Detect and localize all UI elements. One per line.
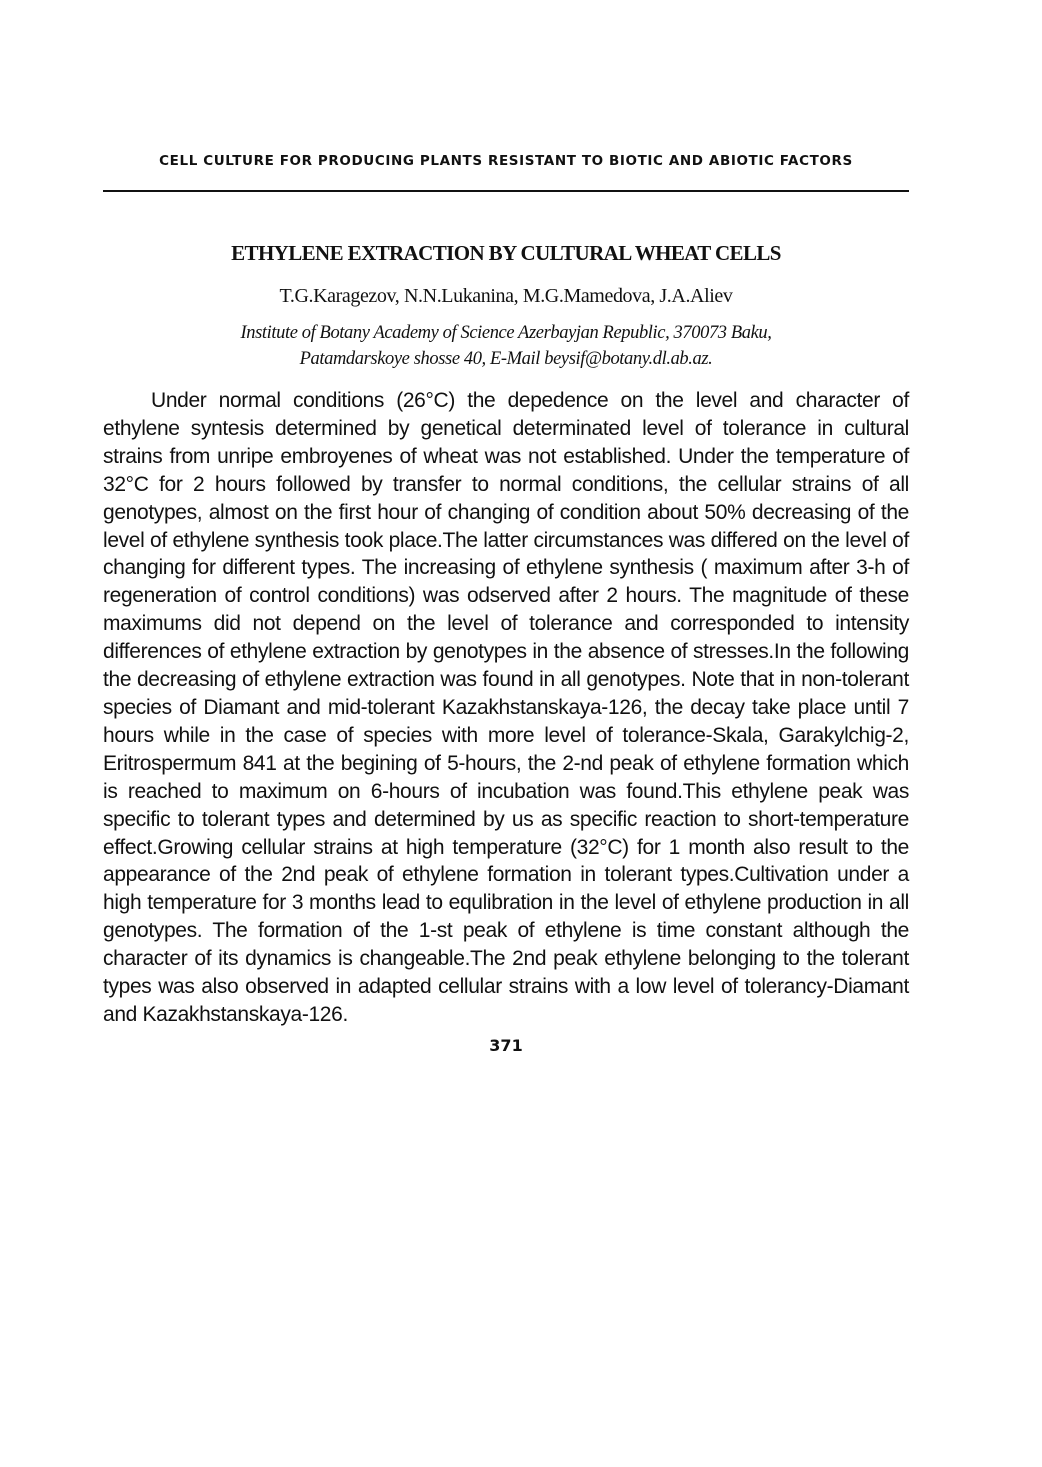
running-header: CELL CULTURE FOR PRODUCING PLANTS RESISTANT TO BIOTIC AND ABIOTIC FACTORS [159,153,853,169]
abstract-body: Under normal conditions (26°C) the depedence on the level and character of ethylene syntesis determined by genetical determinated level of tolerance in cultural strains from unripe embroyenes of wheat was not established. Under the temperature of 32°C for 2 hours followed by transfer to normal conditions, the cellular strains of all genotypes, almost on the first hour of changing of condition about 50% decreasing of the level of ethylene synthesis took place.The latter circumstances was differed on the level of changing for different types. The increasing of ethylene synthesis ( maximum after 3-h of regeneration of control conditions) was odserved after 2 hours. The magnitude of these maximums did not depend on the level of tolerance and corresponded to intensity differences of ethylene extraction by genotypes in the absence of stresses.In the following the decreasing of ethylene extraction was found in all genotypes. Note that in non-tolerant species of Diamant and mid-tolerant Kazakhstanskaya-126, the decay take place until 7 hours while in the case of species with more level of tolerance-Skala, Garakylchig-2, Eritrospermum 841 at the begining of 5-hours, the 2-nd peak of ethylene formation which is reached to maximum on 6-hours of incubation was found.This ethylene peak was specific to tolerant types and determined by us as specific reaction to short-temperature effect.Growing cellular strains at high temperature (32°C) for 1 month also result to the appearance of the 2nd peak of ethylene formation in tolerant types.Cultivation under a high temperature for 3 months lead to equlibration in the level of ethylene production in all genotypes. The formation of the 1-st peak of ethylene is time constant although the character of its dynamics is changeable.The 2nd peak ethylene belonging to the tolerant types was also observed in adapted cellular strains with a low level of tolerancy-Diamant and Kazakhstanskaya-126. [103,389,909,1026]
page-number: 371 [489,1036,523,1055]
affiliation-line-1: Institute of Botany Academy of Science Azerbayjan Republic, 370073 Baku, [240,323,772,343]
affiliation-line-2: Patamdarskoye shosse 40, E-Mail beysif@botany.dl.ab.az. [299,349,713,369]
article-title: ETHYLENE EXTRACTION BY CULTURAL WHEAT CELLS [231,241,781,265]
article-authors: T.G.Karagezov, N.N.Lukanina, M.G.Mamedova, J.A.Aliev [279,285,733,307]
article-affiliation [103,320,909,372]
header-rule [103,190,909,192]
